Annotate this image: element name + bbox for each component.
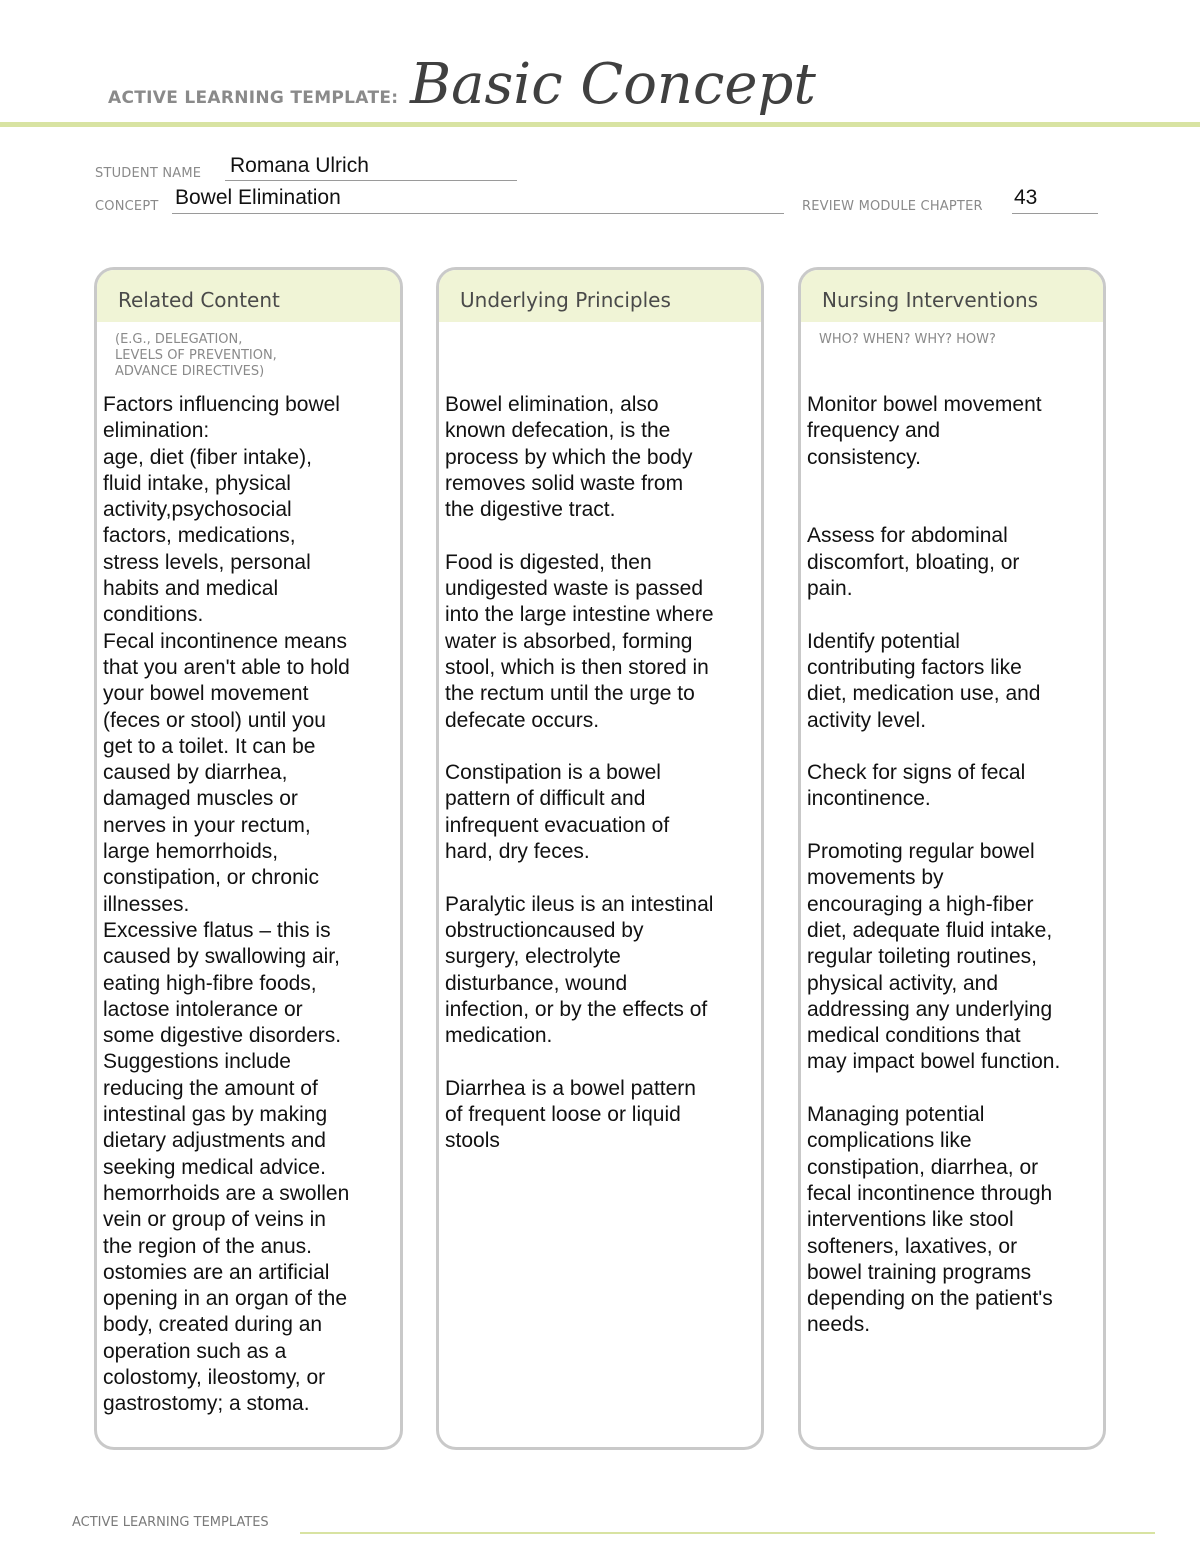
review-module-underline [1012,213,1098,214]
footer-divider [300,1532,1155,1534]
review-module-field[interactable]: 43 [1014,186,1038,209]
underlying-principles-title: Underlying Principles [439,270,761,322]
student-name-underline [225,180,517,181]
related-content-text[interactable]: Factors influencing bowel elimination: age, diet (fiber intake), fluid intake, physical activity,psychosocial factors, medications, stress levels, personal habits and medical conditions. Fecal incontinence means that you aren't able to hold your bowel movement (feces or stool) until you get to a toilet. It can be caused by diarrhea, damaged muscles or nerves in your rectum, large hemorrhoids, constipation, or chronic illnesses. Excessive flatus – this is caused by swallowing air, eating high-fibre foods, lactose intolerance or some digestive disorders. Suggestions include reducing the amount of intestinal gas by making dietary adjustments and seeking medical advice. hemorrhoids are a swollen vein or group of veins in the region of the anus. ostomies are an artificial opening in an organ of the body, created during an operation such as a colostomy, ileostomy, or gastrostomy; a stoma. [103,393,350,1416]
nursing-interventions-text[interactable]: Monitor bowel movement frequency and consistency. Assess for abdominal discomfort, bloating, or pain. Identify potential contributing factors like diet, medication use, and activity level. Check for signs of fecal incontinence. Promoting regular bowel movements by encouraging a high-fiber diet, adequate fluid intake, regular toileting routines, physical activity, and addressing any underlying medical conditions that may impact bowel function. Managing potential complications like constipation, diarrhea, or fecal incontinence through interventions like stool softeners, laxatives, or bowel training programs depending on the patient's needs. [807,393,1061,1337]
student-name-label: STUDENT NAME [95,166,202,181]
related-content-hint: (E.G., DELEGATION, LEVELS OF PREVENTION, ADVANCE DIRECTIVES) [115,332,277,379]
nursing-interventions-hint: WHO? WHEN? WHY? HOW? [819,332,996,347]
concept-field[interactable]: Bowel Elimination [175,186,341,209]
template-label: ACTIVE LEARNING TEMPLATE: [108,88,399,108]
related-content-title: Related Content [97,270,400,322]
underlying-principles-panel [436,267,764,1450]
footer-label: ACTIVE LEARNING TEMPLATES [72,1515,269,1530]
student-name-field[interactable]: Romana Ulrich [230,154,369,177]
related-content-panel [94,267,403,1450]
underlying-principles-text[interactable]: Bowel elimination, also known defecation, is the process by which the body removes solid waste from the digestive tract. Food is digested, then undigested waste is passed into the large intestine where water is absorbed, forming stool, which is then stored in the rectum until the urge to defecate occurs. Constipation is a bowel pattern of difficult and infrequent evacuation of hard, dry feces. Paralytic ileus is an intestinal obstructioncaused by surgery, electrolyte disturbance, wound infection, or by the effects of medication. Diarrhea is a bowel pattern of frequent loose or liquid stools [445,393,714,1153]
review-module-label: REVIEW MODULE CHAPTER [802,199,983,214]
concept-label: CONCEPT [95,199,159,214]
header-divider [0,122,1200,127]
page-title: Basic Concept [410,52,816,117]
nursing-interventions-panel [798,267,1106,1450]
nursing-interventions-title: Nursing Interventions [801,270,1103,322]
concept-underline [172,213,784,214]
